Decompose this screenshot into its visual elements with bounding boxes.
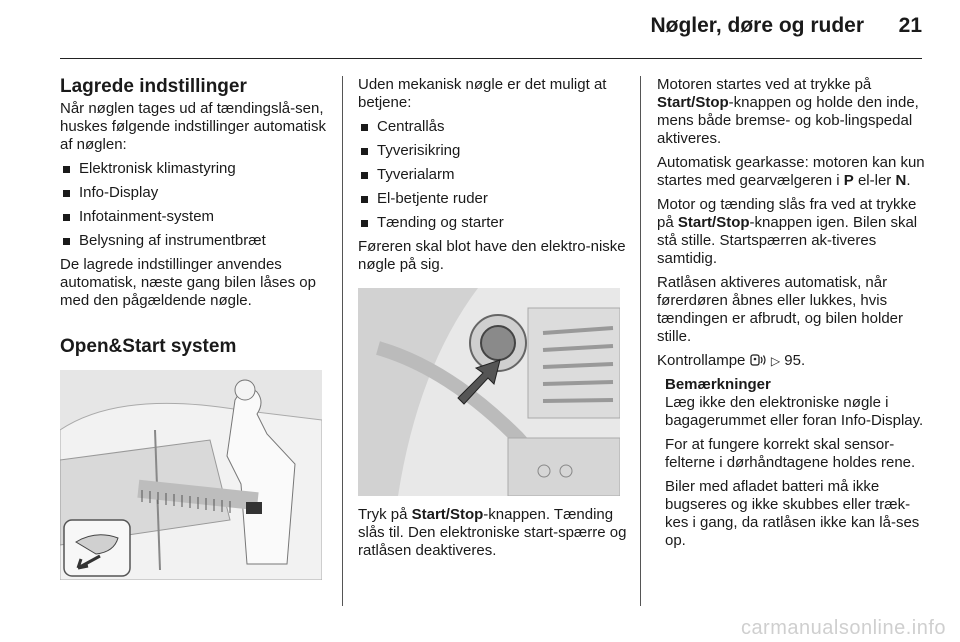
footer: [0, 618, 960, 642]
column-divider-1: [342, 76, 343, 606]
header-rule: [60, 58, 922, 59]
text-run: Automatisk gearkasse: motoren kan kun startes med gearvælgeren i: [657, 154, 925, 189]
list-item: Tyverialarm: [358, 166, 628, 184]
page-number: 21: [898, 14, 922, 37]
list-item: Info-Display: [60, 184, 330, 202]
text-run: -knappen igen. Bilen skal stå stille. Startspærren ak-tiveres samtidig.: [657, 214, 918, 267]
column-2: [358, 76, 628, 566]
text-run: -knappen og holde den inde, mens både bremse- og kob-lingspedal aktiveres.: [657, 94, 919, 147]
column-3: [657, 76, 927, 556]
text-run: Kontrollampe: [657, 352, 750, 369]
text-run: Motoren startes ved at trykke på: [657, 76, 872, 93]
notes-block: [657, 376, 927, 550]
start-stop-button-illustration: [358, 288, 620, 496]
gear-n: N: [895, 172, 907, 189]
ref-arrow-icon: ▷: [767, 354, 781, 368]
start-stop-term: Start/Stop: [677, 214, 750, 231]
note-item: For at fungere korrekt skal sensor-felterne i dørhåndtagene holdes rene.: [665, 436, 916, 471]
paragraph: [657, 154, 927, 190]
list-item: El-betjente ruder: [358, 190, 628, 208]
start-stop-term: Start/Stop: [657, 94, 729, 111]
paragraph: Uden mekanisk nøgle er det muligt at betjene:: [358, 76, 607, 111]
text-run: Tryk på: [358, 506, 412, 523]
watermark: carmanualsonline.info: [740, 617, 946, 639]
column-divider-2: [640, 76, 641, 606]
text-run: el-ler: [853, 172, 896, 189]
column-1: [60, 76, 330, 580]
text-run: 95.: [780, 352, 806, 369]
list-item: Centrallås: [358, 118, 628, 136]
paragraph: Føreren skal blot have den elektro-niske nøgle på sig.: [358, 238, 626, 273]
note-item: Biler med afladet batteri må ikke bugseres og ikke skubbes eller træk-kes i gang, da ratlåsen ikke kan lå-ses op.: [665, 478, 920, 549]
paragraph: De lagrede indstillinger anvendes automatisk, næste gang bilen låses op med den pågældende nøgle.: [60, 256, 316, 309]
note-item: Læg ikke den elektroniske nøgle i bagagerummet eller foran Info-Display.: [665, 394, 924, 429]
list-item: Tænding og starter: [358, 214, 628, 232]
paragraph: [358, 506, 628, 560]
list-item: Infotainment-system: [60, 208, 330, 226]
door-handle-illustration: [60, 370, 322, 580]
text-run: Motor og tænding slås fra ved at trykke på: [657, 196, 917, 231]
heading-open-start: Open&Start system: [60, 336, 237, 357]
start-stop-term: Start/Stop: [411, 506, 484, 523]
section-title: Nøgler, døre og ruder: [650, 14, 864, 37]
list-item: Tyverisikring: [358, 142, 628, 160]
settings-list: [60, 160, 330, 250]
paragraph: [657, 352, 927, 370]
heading-stored-settings: Lagrede indstillinger: [60, 76, 247, 97]
list-item: Elektronisk klimastyring: [60, 160, 330, 178]
text-run: .: [906, 172, 911, 189]
list-item: Belysning af instrumentbræt: [60, 232, 330, 250]
notes-title: Bemærkninger: [665, 376, 771, 393]
key-signal-icon: [750, 353, 768, 367]
paragraph: [657, 76, 927, 148]
paragraph: Ratlåsen aktiveres automatisk, når førerdøren åbnes eller lukkes, hvis tændingen er afbrudt, og bilen holder stille.: [657, 274, 904, 345]
gear-p: P: [843, 172, 854, 189]
paragraph: [657, 196, 927, 268]
text-run: -knappen. Tænding slås til. Den elektroniske start-spærre og ratlåsen deaktiveres.: [358, 506, 627, 559]
paragraph: Når nøglen tages ud af tændingslå-sen, huskes følgende indstillinger automatisk af nøglen:: [60, 100, 326, 153]
functions-list: [358, 118, 628, 232]
